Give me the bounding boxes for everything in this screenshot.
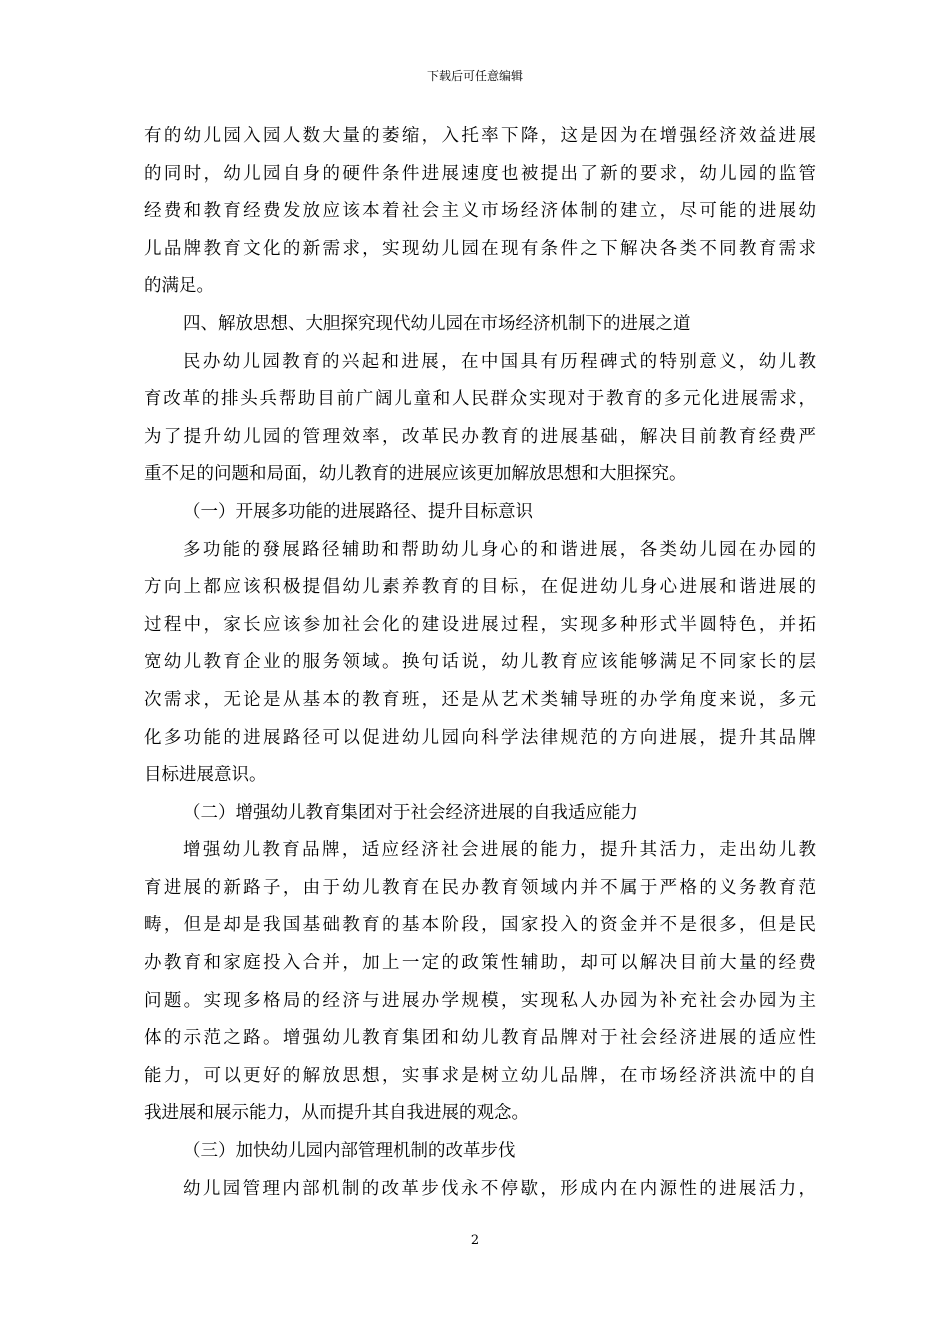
section-heading: 四、解放思想、大胆探究现代幼儿园在市场经济机制下的进展之道 [183,313,691,334]
paragraph-line: 化多功能的进展路径可以促进幼儿园向科学法律规范的方向进展，提升其品牌 [144,727,816,748]
page-header: 下载后可任意编辑 [426,69,523,83]
paragraph-line: 多功能的發展路径辅助和帮助幼儿身心的和谐进展，各类幼儿园在办园的 [183,539,816,560]
paragraph-line: 目标进展意识。 [144,765,267,786]
paragraph-line: 有的幼儿园入园人数大量的萎缩，入托率下降，这是因为在增强经济效益进展 [144,126,816,146]
paragraph-line: 增强幼儿教育品牌，适应经济社会进展的能力，提升其活力，走出幼儿教 [183,840,816,861]
paragraph-line: 体的示范之路。增强幼儿教育集团和幼儿教育品牌对于社会经济进展的适应性 [144,1028,816,1049]
paragraph-line: 的同时，幼儿园自身的硬件条件进展速度也被提出了新的要求，幼儿园的监管 [144,163,816,184]
paragraph-line: 育进展的新路子，由于幼儿教育在民办教育领域内并不属于严格的义务教育范 [144,877,816,898]
paragraph-line: 畴，但是却是我国基础教育的基本阶段，国家投入的资金并不是很多，但是民 [144,915,816,936]
subsection-heading: （三）加快幼儿园内部管理机制的改革步伐 [183,1141,516,1162]
paragraph-line: 重不足的问题和局面，幼儿教育的进展应该更加解放思想和大胆探究。 [144,464,687,485]
paragraph-line: 的满足。 [144,276,214,297]
paragraph-line: 育改革的排头兵帮助目前广阔儿童和人民群众实现对于教育的多元化进展需求， [144,389,816,410]
paragraph-line: 我进展和展示能力，从而提升其自我进展的观念。 [144,1103,529,1124]
paragraph-line: 经费和教育经费发放应该本着社会主义市场经济体制的建立，尽可能的进展幼 [144,201,816,222]
document-body [144,118,816,1208]
paragraph-line: 幼儿园管理内部机制的改革步伐永不停歇，形成内在内源性的进展活力， [183,1178,816,1199]
paragraph-line: 次需求，无论是从基本的教育班，还是从艺术类辅导班的办学角度来说，多元 [144,689,816,710]
paragraph-line: 儿品牌教育文化的新需求，实现幼儿园在现有条件之下解决各类不同教育需求 [144,238,816,259]
subsection-heading: （一）开展多功能的进展路径、提升目标意识 [183,501,533,522]
paragraph-line: 宽幼儿教育企业的服务领域。换句话说，幼儿教育应该能够满足不同家长的层 [144,652,816,673]
paragraph-line: 方向上都应该积极提倡幼儿素养教育的目标，在促进幼儿身心进展和谐进展的 [144,577,816,598]
paragraph-line: 能力，可以更好的解放思想，实事求是树立幼儿品牌，在市场经济洪流中的自 [144,1065,816,1086]
paragraph-line: 办教育和家庭投入合并，加上一定的政策性辅助，却可以解决目前大量的经费 [144,953,816,974]
subsection-heading: （二）增强幼儿教育集团对于社会经济进展的自我适应能力 [183,802,638,823]
paragraph-line: 民办幼儿园教育的兴起和进展，在中国具有历程碑式的特别意义，幼儿教 [183,351,816,372]
page-number: 2 [470,1233,480,1248]
paragraph-line: 问题。实现多格局的经济与进展办学规模，实现私人办园为补充社会办园为主 [144,990,816,1011]
paragraph-line: 过程中，家长应该参加社会化的建设进展过程，实现多种形式半圆特色，并拓 [144,614,816,635]
paragraph-line: 为了提升幼儿园的管理效率，改革民办教育的进展基础，解决目前教育经费严 [144,426,816,447]
